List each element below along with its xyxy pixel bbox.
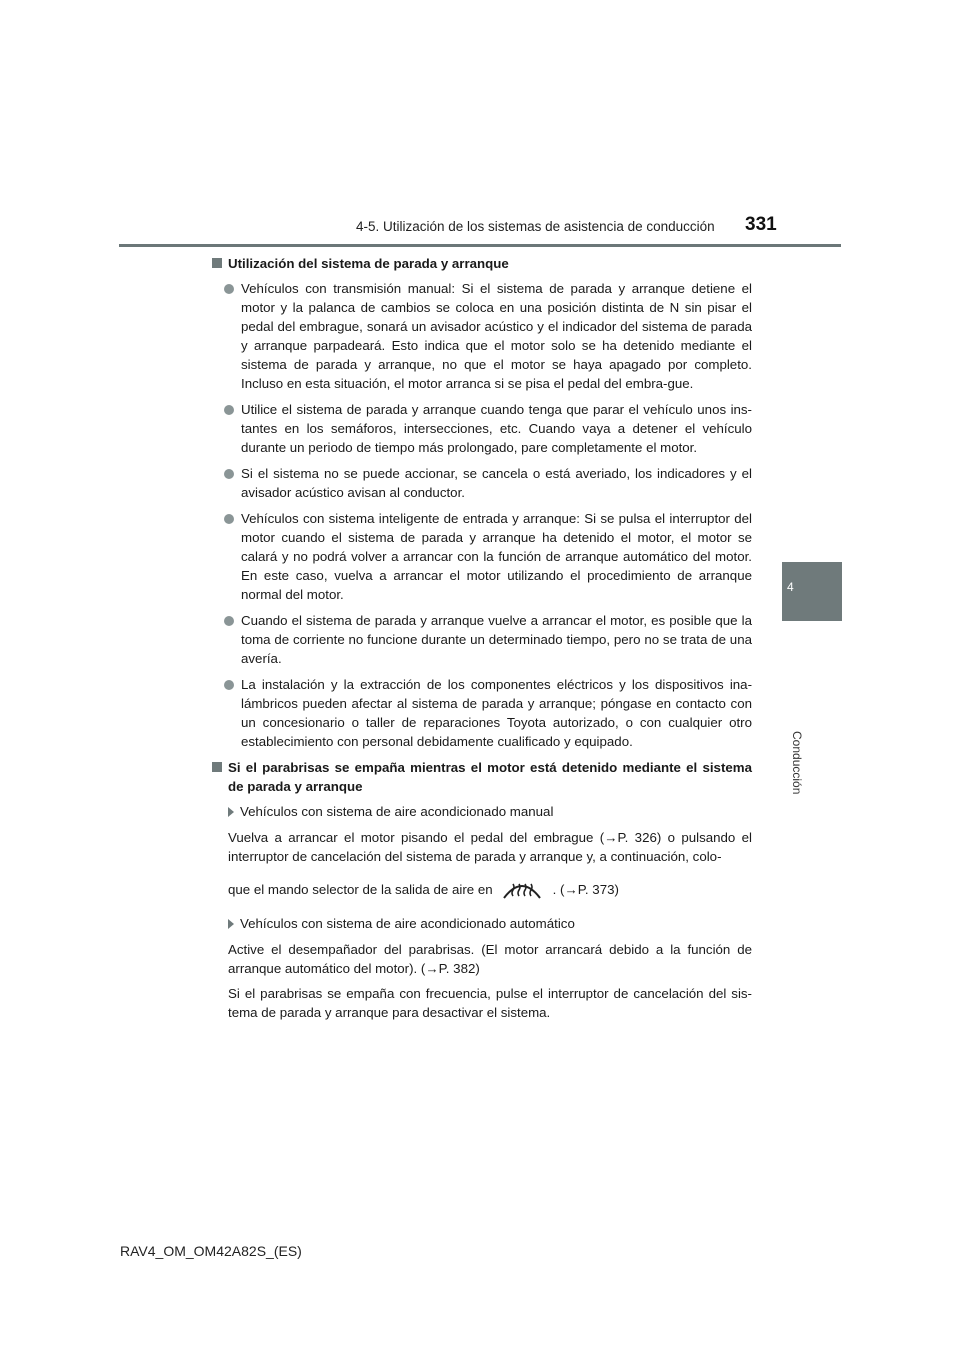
chapter-number: 4 [787, 580, 794, 594]
subheading [210, 802, 752, 821]
paragraph: Si el parabrisas se empaña con frecuencia, pulse el interruptor de cancelación del sis-tema de parada y arranque para desactivar el sistema. [228, 986, 752, 1020]
section-heading [210, 758, 752, 796]
header-rule [119, 244, 841, 247]
triangle-bullet-icon [228, 807, 234, 817]
circle-bullet-icon [224, 469, 234, 479]
circle-bullet-icon [224, 616, 234, 626]
list-item [210, 675, 752, 751]
paragraph-text: . (→P. 373) [552, 881, 619, 897]
list-item [210, 279, 752, 393]
bullet-text: Vehículos con transmisión manual: Si el sistema de parada y arranque detiene el motor y la palanca de cambios se coloca en una posición distinta de N sin pisar el pedal del embrague, sonará un avisador acústico y el indicador del sistema de parada y arranque parpadeará. Esto indica que el motor solo se ha detenido mediante el sistema de parada y arranque, no que el motor se haya apagado por completo. Incluso en esta situación, el motor arranca si se pisa el pedal del embra-gue. [241, 281, 752, 391]
chapter-label-box [782, 621, 842, 795]
paragraph: Active el desempañador del parabrisas. (El motor arrancará debido a la función de arranque automático del motor). (→P. 382) [228, 942, 752, 976]
chapter-tab [782, 562, 842, 621]
section-title: Si el parabrisas se empaña mientras el motor está detenido mediante el sistema de parada y arranque [228, 760, 752, 794]
page-number: 331 [745, 214, 777, 235]
chapter-label: Conducción [790, 731, 804, 795]
page-content [210, 254, 752, 1028]
footer-code: RAV4_OM_OM42A82S_(ES) [120, 1243, 302, 1259]
circle-bullet-icon [224, 680, 234, 690]
paragraph-with-icon [228, 876, 752, 902]
triangle-bullet-icon [228, 919, 234, 929]
section-heading [210, 254, 752, 273]
bullet-text: Cuando el sistema de parada y arranque vuelve a arrancar el motor, es posible que la toma de corriente no funcione durante un determinado tiempo, pero no se trata de una avería. [241, 613, 752, 666]
list-item [210, 611, 752, 668]
square-bullet-icon [212, 258, 222, 268]
bullet-text: La instalación y la extracción de los componentes eléctricos y los dispositivos ina-lámbricos pueden afectar al sistema de parada y arranque; póngase en contacto con un concesionario o taller de reparaciones Toyota autorizado, o con cualquier otro establecimiento con personal debidamente cualificado y equipado. [241, 677, 752, 749]
subheading [210, 914, 752, 933]
section-title: Utilización del sistema de parada y arranque [228, 256, 509, 271]
list-item [210, 509, 752, 604]
windshield-defroster-icon [501, 876, 543, 902]
circle-bullet-icon [224, 514, 234, 524]
square-bullet-icon [212, 762, 222, 772]
bullet-text: Utilice el sistema de parada y arranque cuando tenga que parar el vehículo unos ins-tantes en los semáforos, intersecciones, etc. Cuando vaya a detener el vehículo durante un periodo de tiempo más prolongado, pare completamente el motor. [241, 402, 752, 455]
list-item [210, 464, 752, 502]
header-section-title: 4-5. Utilización de los sistemas de asistencia de conducción [356, 219, 715, 234]
bullet-text: Si el sistema no se puede accionar, se cancela o está averiado, los indicadores y el avisador acústico avisan al conductor. [241, 466, 752, 500]
paragraph: Vuelva a arrancar el motor pisando el pedal del embrague (→P. 326) o pulsando el interruptor de cancelación del sistema de parada y arranque y, a continuación, colo- [228, 830, 752, 864]
subheading-text: Vehículos con sistema de aire acondicionado manual [240, 804, 554, 819]
circle-bullet-icon [224, 405, 234, 415]
circle-bullet-icon [224, 284, 234, 294]
bullet-text: Vehículos con sistema inteligente de entrada y arranque: Si se pulsa el interruptor del motor cuando el sistema de parada y arranque ha detenido el motor, el motor se calará y no podrá volver a arrancar con la función de arranque automático del motor. En este caso, vuelva a arrancar el motor utilizando el procedimiento de arranque normal del motor. [241, 511, 752, 602]
paragraph-text: que el mando selector de la salida de aire en [228, 881, 493, 897]
list-item [210, 400, 752, 457]
subheading-text: Vehículos con sistema de aire acondicionado automático [240, 916, 575, 931]
